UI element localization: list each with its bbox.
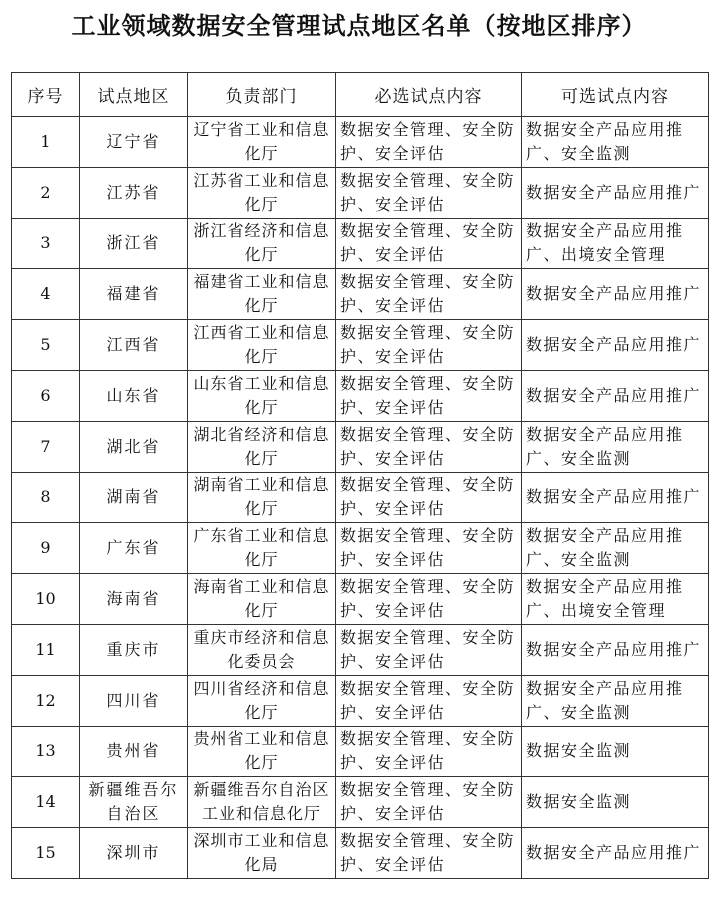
cell-optional-content: 数据安全产品应用推广、安全监测 [522,523,709,574]
cell-optional-content: 数据安全产品应用推广 [522,472,709,523]
cell-pilot-region: 湖南省 [80,472,188,523]
cell-responsible-department: 四川省经济和信息化厅 [188,675,336,726]
cell-required-content: 数据安全管理、安全防护、安全评估 [336,421,522,472]
cell-responsible-department: 福建省工业和信息化厅 [188,269,336,320]
cell-serial-number: 9 [12,523,80,574]
cell-serial-number: 4 [12,269,80,320]
cell-optional-content: 数据安全产品应用推广 [522,167,709,218]
cell-pilot-region: 江西省 [80,320,188,371]
cell-optional-content: 数据安全产品应用推广 [522,269,709,320]
cell-serial-number: 14 [12,777,80,828]
table-body [12,117,709,879]
cell-required-content: 数据安全管理、安全防护、安全评估 [336,117,522,168]
cell-serial-number: 11 [12,624,80,675]
cell-responsible-department: 重庆市经济和信息化委员会 [188,624,336,675]
table-header-row [12,73,709,117]
cell-serial-number: 5 [12,320,80,371]
cell-responsible-department: 山东省工业和信息化厅 [188,370,336,421]
cell-pilot-region: 广东省 [80,523,188,574]
table-row [12,624,709,675]
cell-pilot-region: 海南省 [80,574,188,625]
cell-required-content: 数据安全管理、安全防护、安全评估 [336,472,522,523]
cell-required-content: 数据安全管理、安全防护、安全评估 [336,218,522,269]
cell-required-content: 数据安全管理、安全防护、安全评估 [336,320,522,371]
cell-responsible-department: 深圳市工业和信息化局 [188,828,336,879]
cell-optional-content: 数据安全产品应用推广 [522,320,709,371]
cell-responsible-department: 辽宁省工业和信息化厅 [188,117,336,168]
cell-required-content: 数据安全管理、安全防护、安全评估 [336,370,522,421]
cell-responsible-department: 新疆维吾尔自治区工业和信息化厅 [188,777,336,828]
table-row [12,421,709,472]
table-row [12,574,709,625]
cell-optional-content: 数据安全产品应用推广 [522,828,709,879]
cell-serial-number: 6 [12,370,80,421]
cell-serial-number: 8 [12,472,80,523]
table-row [12,675,709,726]
cell-serial-number: 1 [12,117,80,168]
cell-required-content: 数据安全管理、安全防护、安全评估 [336,624,522,675]
cell-serial-number: 12 [12,675,80,726]
cell-responsible-department: 江苏省工业和信息化厅 [188,167,336,218]
cell-responsible-department: 贵州省工业和信息化厅 [188,726,336,777]
cell-optional-content: 数据安全产品应用推广、出境安全管理 [522,574,709,625]
cell-optional-content: 数据安全监测 [522,726,709,777]
cell-pilot-region: 福建省 [80,269,188,320]
cell-pilot-region: 四川省 [80,675,188,726]
cell-pilot-region: 重庆市 [80,624,188,675]
table-row [12,218,709,269]
header-optional-content: 可选试点内容 [522,73,709,117]
cell-responsible-department: 广东省工业和信息化厅 [188,523,336,574]
cell-pilot-region: 湖北省 [80,421,188,472]
cell-responsible-department: 湖南省工业和信息化厅 [188,472,336,523]
header-pilot-region: 试点地区 [80,73,188,117]
page-title: 工业领域数据安全管理试点地区名单（按地区排序） [71,12,647,40]
table-row [12,523,709,574]
cell-optional-content: 数据安全产品应用推广 [522,370,709,421]
cell-required-content: 数据安全管理、安全防护、安全评估 [336,269,522,320]
cell-serial-number: 10 [12,574,80,625]
table-row [12,777,709,828]
cell-optional-content: 数据安全产品应用推广、安全监测 [522,117,709,168]
cell-required-content: 数据安全管理、安全防护、安全评估 [336,777,522,828]
table-row [12,320,709,371]
cell-responsible-department: 江西省工业和信息化厅 [188,320,336,371]
table-row [12,117,709,168]
cell-optional-content: 数据安全产品应用推广、安全监测 [522,421,709,472]
table-row [12,828,709,879]
cell-serial-number: 15 [12,828,80,879]
pilot-region-table [11,72,709,879]
cell-responsible-department: 浙江省经济和信息化厅 [188,218,336,269]
table-row [12,726,709,777]
cell-required-content: 数据安全管理、安全防护、安全评估 [336,675,522,726]
cell-serial-number: 7 [12,421,80,472]
cell-optional-content: 数据安全产品应用推广 [522,624,709,675]
cell-responsible-department: 湖北省经济和信息化厅 [188,421,336,472]
header-required-content: 必选试点内容 [336,73,522,117]
cell-pilot-region: 新疆维吾尔自治区 [80,777,188,828]
cell-required-content: 数据安全管理、安全防护、安全评估 [336,523,522,574]
cell-required-content: 数据安全管理、安全防护、安全评估 [336,167,522,218]
cell-optional-content: 数据安全监测 [522,777,709,828]
cell-optional-content: 数据安全产品应用推广、安全监测 [522,675,709,726]
table-row [12,167,709,218]
table-row [12,370,709,421]
cell-serial-number: 13 [12,726,80,777]
cell-pilot-region: 山东省 [80,370,188,421]
table-row [12,269,709,320]
cell-serial-number: 2 [12,167,80,218]
cell-pilot-region: 辽宁省 [80,117,188,168]
cell-optional-content: 数据安全产品应用推广、出境安全管理 [522,218,709,269]
cell-required-content: 数据安全管理、安全防护、安全评估 [336,726,522,777]
cell-pilot-region: 贵州省 [80,726,188,777]
cell-pilot-region: 深圳市 [80,828,188,879]
cell-serial-number: 3 [12,218,80,269]
cell-pilot-region: 浙江省 [80,218,188,269]
cell-pilot-region: 江苏省 [80,167,188,218]
header-responsible-department: 负责部门 [188,73,336,117]
header-serial-number: 序号 [12,73,80,117]
cell-required-content: 数据安全管理、安全防护、安全评估 [336,828,522,879]
table-row [12,472,709,523]
cell-required-content: 数据安全管理、安全防护、安全评估 [336,574,522,625]
cell-responsible-department: 海南省工业和信息化厅 [188,574,336,625]
